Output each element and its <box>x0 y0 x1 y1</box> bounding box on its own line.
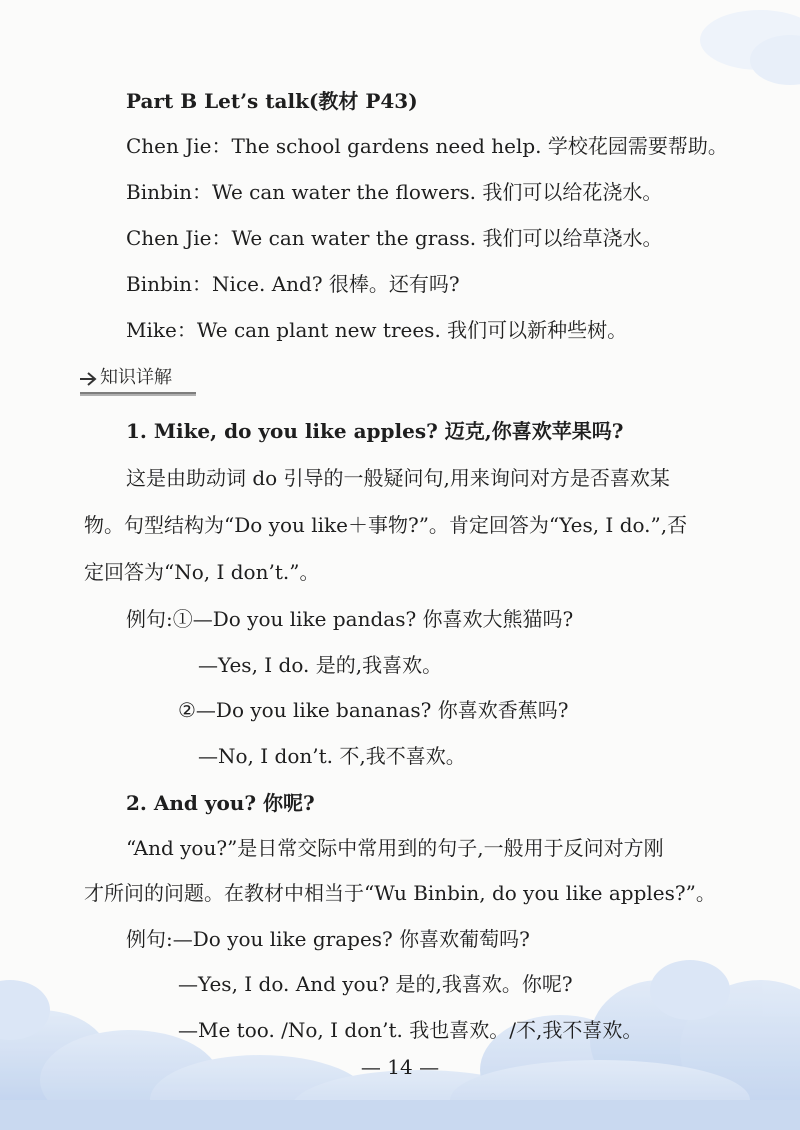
point1-title: 1. Mike, do you like apples? 迈克,你喜欢苹果吗? <box>126 419 624 443</box>
example-line: 例句:①—Do you like pandas? 你喜欢大熊猫吗? <box>126 607 574 631</box>
knowledge-section-tag <box>78 362 228 396</box>
example-line: ②—Do you like bananas? 你喜欢香蕉吗? <box>178 698 569 722</box>
dialogue-heading: Part B Let’s talk(教材 P43) <box>126 89 418 113</box>
example-line: —No, I don’t. 不,我不喜欢。 <box>198 744 466 768</box>
point1-body: 定回答为“No, I don’t.”。 <box>84 560 320 584</box>
dialogue-line: Binbin：We can water the flowers. 我们可以给花浇水。 <box>126 180 663 204</box>
example-line: 例句:—Do you like grapes? 你喜欢葡萄吗? <box>126 927 530 951</box>
example-line: —Yes, I do. 是的,我喜欢。 <box>198 653 443 677</box>
page-number: — 14 — <box>360 1055 440 1079</box>
dialogue-line: Chen Jie：The school gardens need help. 学校花园需要帮助。 <box>126 134 728 158</box>
point2-body: 才所问的问题。在教材中相当于“Wu Binbin, do you like apples?”。 <box>84 881 716 905</box>
point2-body: “And you?”是日常交际中常用到的句子,一般用于反问对方刚 <box>126 836 664 860</box>
point2-title: 2. And you? 你呢? <box>126 791 315 815</box>
example-line: —Yes, I do. And you? 是的,我喜欢。你呢? <box>178 972 573 996</box>
dialogue-line: Mike：We can plant new trees. 我们可以新种些树。 <box>126 318 628 342</box>
dialogue-line: Chen Jie：We can water the grass. 我们可以给草浇水。 <box>126 226 663 250</box>
point1-body: 物。句型结构为“Do you like＋事物?”。肯定回答为“Yes, I do.”,否 <box>84 513 688 537</box>
dialogue-line: Binbin：Nice. And? 很棒。还有吗? <box>126 272 460 296</box>
example-line: —Me too. /No, I don’t. 我也喜欢。/不,我不喜欢。 <box>178 1018 643 1042</box>
knowledge-label: 知识详解 <box>100 367 172 388</box>
point1-body: 这是由助动词 do 引导的一般疑问句,用来询问对方是否喜欢某 <box>126 466 670 490</box>
